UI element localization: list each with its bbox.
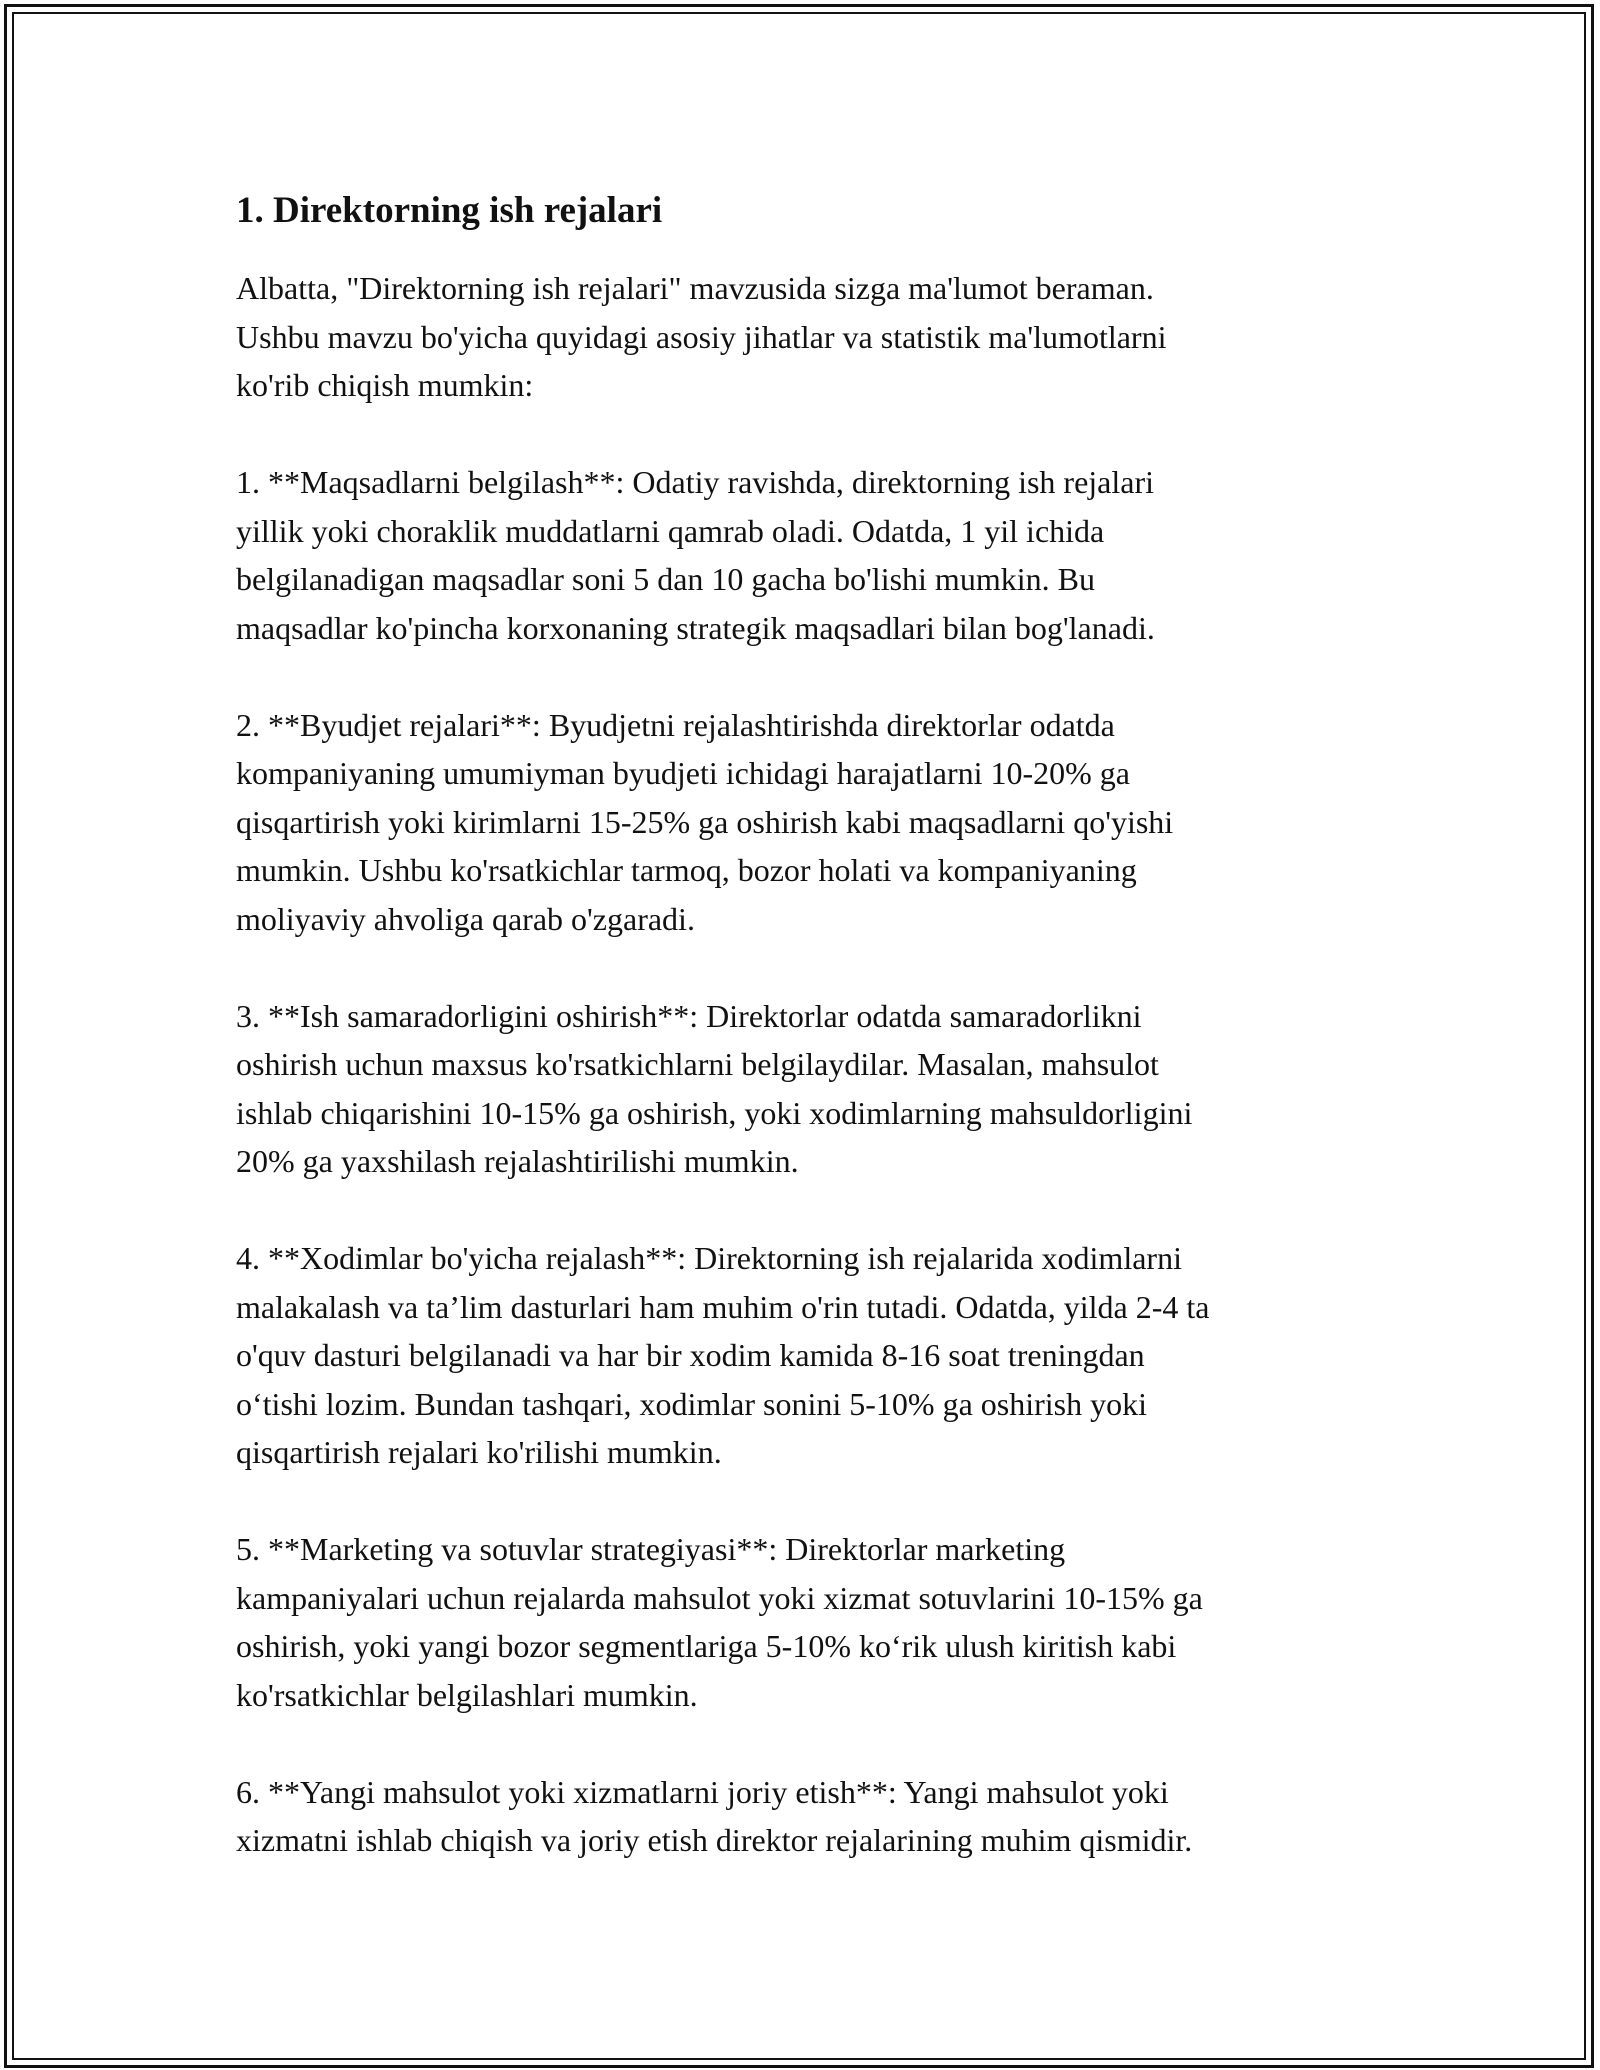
paragraph-item-5: 5. **Marketing va sotuvlar strategiyasi**: Direktorlar marketing kampaniyalari uchun rejalarda mahsulot yoki xizmat sotuvlarini 10-15% ga oshirish, yoki yangi bozor segmentlariga 5-10% ko‘rik ulush kiritish kabi ko'rsatkichlar belgilashlari mumkin. (236, 1531, 1203, 1713)
paragraph-item-1: 1. **Maqsadlarni belgilash**: Odatiy ravishda, direktorning ish rejalari yillik yoki choraklik muddatlarni qamrab oladi. Odatda, 1 yil ichida belgilanadigan maqsadlar soni 5 dan 10 gacha bo'lishi mumkin. Bu maqsadlar ko'pincha korxonaning strategik maqsadlari bilan bog'lanadi. (236, 464, 1155, 646)
paragraph-item-6: 6. **Yangi mahsulot yoki xizmatlarni joriy etish**: Yangi mahsulot yoki xizmatni ishlab chiqish va joriy etish direktor rejalarining muhim qismidir. (236, 1773, 1193, 1858)
paragraph-intro: Albatta, "Direktorning ish rejalari" mavzusida sizga ma'lumot beraman. Ushbu mavzu bo'yicha quyidagi asosiy jihatlar va statistik ma'lumotlarni ko'rib chiqish mumkin: (236, 270, 1167, 403)
paragraph-item-2: 2. **Byudjet rejalari**: Byudjetni rejalashtirishda direktorlar odatda kompaniyaning umumiyman byudjeti ichidagi harajatlarni 10-20% ga qisqartirish yoki kirimlarni 15-25% ga oshirish kabi maqsadlarni qo'yishi mumkin. Ushbu ko'rsatkichlar tarmoq, bozor holati va kompaniyaning moliyaviy ahvoliga qarab o'zgaradi. (236, 706, 1174, 937)
paragraph-item-4: 4. **Xodimlar bo'yicha rejalash**: Direktorning ish rejalarida xodimlarni malakalash va ta’lim dasturlari ham muhim o'rin tutadi. Odatda, yilda 2-4 ta o'quv dasturi belgilanadi va har bir xodim kamida 8-16 soat treningdan o‘tishi lozim. Bundan tashqari, xodimlar sonini 5-10% ga oshirish yoki qisqartirish rejalari ko'rilishi mumkin. (236, 1240, 1210, 1470)
document-body (236, 188, 1386, 1913)
document-title: 1. Direktorning ish rejalari (236, 190, 663, 231)
paragraph-item-3: 3. **Ish samaradorligini oshirish**: Direktorlar odatda samaradorlikni oshirish uchun maxsus ko'rsatkichlarni belgilaydilar. Masalan, mahsulot ishlab chiqarishini 10-15% ga oshirish, yoki xodimlarning mahsuldorligini 20% ga yaxshilash rejalashtirilishi mumkin. (236, 997, 1193, 1179)
